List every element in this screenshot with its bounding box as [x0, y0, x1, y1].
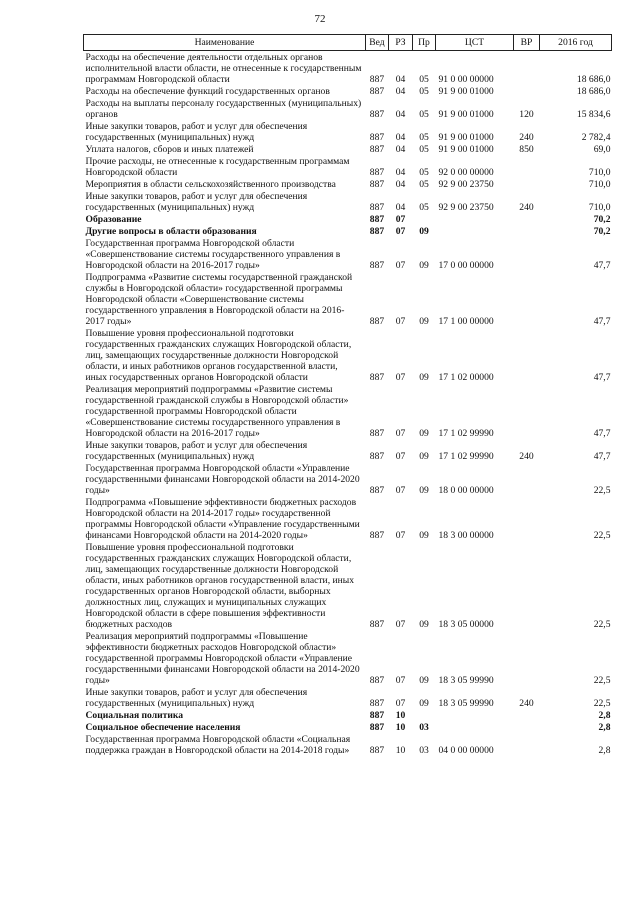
- table-row: [84, 225, 612, 237]
- row-name: Расходы на выплаты персоналу государственных (муниципальных) органов: [85, 97, 362, 120]
- row-rz: 07: [395, 484, 406, 496]
- row-pr: [413, 213, 436, 225]
- table-row: [84, 271, 612, 327]
- row-rz: 04: [395, 85, 406, 97]
- row-cst: 18 3 05 99990: [438, 674, 494, 686]
- table-row: [84, 462, 612, 496]
- row-name: Иные закупки товаров, работ и услуг для обеспечения государственных (муниципальных) нужд: [85, 686, 308, 709]
- row-pr: 05: [419, 166, 429, 178]
- row-cst: 17 1 02 99990: [438, 450, 494, 462]
- row-sum: 15 834,6: [576, 108, 611, 120]
- row-sum: 2 782,4: [581, 131, 611, 143]
- row-name: Мероприятия в области сельскохозяйственного производства: [85, 178, 336, 190]
- row-cst: [436, 213, 514, 225]
- row-cst: [436, 721, 514, 733]
- header-sum: 2016 год: [540, 35, 612, 51]
- row-vr: 240: [519, 450, 534, 462]
- row-ved: 887: [369, 73, 385, 85]
- row-rz: 04: [395, 166, 406, 178]
- row-name: Иные закупки товаров, работ и услуг для обеспечения государственных (муниципальных) нужд: [85, 120, 308, 143]
- table-row: [84, 721, 612, 733]
- row-name: Иные закупки товаров, работ и услуг для обеспечения государственных (муниципальных) нужд: [85, 439, 308, 462]
- row-vr: [514, 155, 540, 178]
- row-rz: 07: [395, 697, 406, 709]
- row-ved: 887: [369, 108, 385, 120]
- row-pr: 05: [419, 143, 429, 155]
- table-row: [84, 51, 612, 86]
- row-ved: 887: [369, 166, 385, 178]
- row-ved: 887: [369, 131, 385, 143]
- header-row: [84, 35, 612, 51]
- row-sum: 47,7: [593, 315, 611, 327]
- row-cst: [436, 225, 514, 237]
- row-rz: 07: [395, 371, 406, 383]
- row-name: Иные закупки товаров, работ и услуг для обеспечения государственных (муниципальных) нужд: [85, 190, 308, 213]
- row-ved: 887: [369, 618, 385, 630]
- table-row: [84, 630, 612, 686]
- row-ved: 887: [369, 213, 385, 225]
- row-vr: 850: [519, 143, 534, 155]
- row-pr: 09: [419, 259, 429, 271]
- row-vr: [514, 213, 540, 225]
- row-sum: 22,5: [593, 484, 611, 496]
- row-cst: 17 0 00 00000: [438, 259, 494, 271]
- row-rz: 07: [395, 450, 406, 462]
- row-vr: [514, 496, 540, 541]
- row-name: Образование: [85, 213, 142, 225]
- row-rz: 04: [395, 73, 406, 85]
- row-vr: [514, 709, 540, 721]
- row-cst: 91 0 00 00000: [438, 73, 494, 85]
- row-name: Подпрограмма «Развитие системы государственной гражданской службы в Новгородской области» государственной программы Новгородской области «Совершенствование системы государственного управления в Новгородской области на 2016-2017 годы»: [85, 271, 353, 327]
- table-row: [84, 541, 612, 630]
- page-number: 72: [314, 13, 326, 25]
- row-sum: 18 686,0: [576, 85, 611, 97]
- row-ved: 887: [369, 85, 385, 97]
- row-ved: 887: [369, 674, 385, 686]
- row-name: Социальная политика: [85, 709, 184, 721]
- row-name: Уплата налогов, сборов и иных платежей: [85, 143, 254, 155]
- row-name: Государственная программа Новгородской области «Социальная поддержка граждан в Новгородской области на 2014-2018 годы»: [85, 733, 351, 756]
- row-pr: 05: [419, 201, 429, 213]
- row-cst: 91 9 00 01000: [438, 108, 494, 120]
- row-sum: 69,0: [593, 143, 611, 155]
- row-rz: 10: [395, 721, 406, 733]
- row-sum: 22,5: [593, 674, 611, 686]
- row-name: Прочие расходы, не отнесенные к государственным программам Новгородской области: [85, 155, 350, 178]
- table-body: [84, 51, 612, 757]
- row-vr: [514, 383, 540, 439]
- row-cst: 18 3 00 00000: [438, 529, 494, 541]
- row-rz: 04: [395, 143, 406, 155]
- row-cst: 17 1 00 00000: [438, 315, 494, 327]
- row-ved: 887: [369, 143, 385, 155]
- row-sum: 70,2: [593, 225, 611, 237]
- header-cst: ЦСТ: [436, 35, 514, 51]
- table-row: [84, 143, 612, 155]
- row-ved: 887: [369, 427, 385, 439]
- table-row: [84, 178, 612, 190]
- row-pr: 03: [419, 721, 429, 733]
- row-ved: 887: [369, 721, 385, 733]
- row-name: Повышение уровня профессиональной подготовки государственных гражданских служащих Новгородской области, лиц, замещающих государственные должности Новгородской области, иных работников органов государственной власти, иных государственных органов Новгородской области, выборных должностных лиц, служащих и муниципальных служащих Новгородской области в сфере повышения эффективности бюджетных расходов: [85, 541, 355, 630]
- row-ved: 887: [369, 315, 385, 327]
- table-row: [84, 383, 612, 439]
- row-cst: 91 9 00 01000: [438, 131, 494, 143]
- row-sum: 22,5: [593, 697, 611, 709]
- row-rz: 04: [395, 178, 406, 190]
- row-rz: 07: [395, 315, 406, 327]
- row-name: Расходы на обеспечение функций государственных органов: [85, 85, 330, 97]
- row-ved: 887: [369, 529, 385, 541]
- row-cst: 92 0 00 00000: [438, 166, 494, 178]
- row-vr: [514, 237, 540, 271]
- row-rz: 07: [395, 213, 406, 225]
- table-row: [84, 213, 612, 225]
- row-vr: [514, 630, 540, 686]
- row-cst: 92 9 00 23750: [438, 178, 494, 190]
- row-cst: 91 9 00 01000: [438, 85, 494, 97]
- row-sum: 710,0: [588, 166, 611, 178]
- row-name: Реализация мероприятий подпрограммы «Повышение эффективности бюджетных расходов Новгородской области» государственной программы Новгородской области «Управление государственными финансами Новгородской области на 2014-2020 годы»: [85, 630, 360, 686]
- header-name: Наименование: [84, 35, 366, 51]
- row-vr: [514, 225, 540, 237]
- table-row: [84, 120, 612, 143]
- row-ved: 887: [369, 744, 385, 756]
- row-pr: 09: [419, 484, 429, 496]
- row-sum: 18 686,0: [576, 73, 611, 85]
- row-ved: 887: [369, 371, 385, 383]
- row-rz: 04: [395, 201, 406, 213]
- row-cst: 17 1 02 99990: [438, 427, 494, 439]
- row-cst: 17 1 02 00000: [438, 371, 494, 383]
- row-rz: 07: [395, 259, 406, 271]
- row-pr: 05: [419, 131, 429, 143]
- header-rz: РЗ: [389, 35, 413, 51]
- row-ved: 887: [369, 201, 385, 213]
- row-sum: 47,7: [593, 427, 611, 439]
- table-row: [84, 496, 612, 541]
- row-rz: 07: [395, 529, 406, 541]
- row-pr: 09: [419, 371, 429, 383]
- row-name: Реализация мероприятий подпрограммы «Развитие системы государственной гражданской службы в Новгородской области» государственной программы Новгородской области «Совершенствование системы государственного управления в Новгородской области на 2016-2017 годы»: [85, 383, 349, 439]
- row-pr: 09: [419, 697, 429, 709]
- row-sum: 47,7: [593, 259, 611, 271]
- row-cst: [436, 709, 514, 721]
- row-rz: 07: [395, 225, 406, 237]
- row-cst: 18 3 05 00000: [438, 618, 494, 630]
- row-rz: 07: [395, 674, 406, 686]
- row-sum: 2,8: [598, 721, 611, 733]
- table-row: [84, 733, 612, 756]
- table-row: [84, 237, 612, 271]
- row-sum: 710,0: [588, 178, 611, 190]
- row-vr: 120: [519, 108, 534, 120]
- row-ved: 887: [369, 178, 385, 190]
- row-vr: [514, 271, 540, 327]
- row-vr: 240: [519, 201, 534, 213]
- row-pr: 09: [419, 450, 429, 462]
- row-sum: 47,7: [593, 371, 611, 383]
- budget-table: [83, 34, 612, 756]
- row-pr: 09: [419, 529, 429, 541]
- header-ved: Вед: [366, 35, 389, 51]
- row-cst: 91 9 00 01000: [438, 143, 494, 155]
- header-vr: ВР: [514, 35, 540, 51]
- row-ved: 887: [369, 225, 385, 237]
- row-pr: 09: [419, 225, 429, 237]
- row-vr: [514, 327, 540, 383]
- table-row: [84, 97, 612, 120]
- row-sum: 2,8: [598, 709, 611, 721]
- row-cst: 18 3 05 99990: [438, 697, 494, 709]
- row-rz: 07: [395, 427, 406, 439]
- table-row: [84, 709, 612, 721]
- row-rz: 10: [395, 709, 406, 721]
- table-row: [84, 85, 612, 97]
- row-pr: 05: [419, 178, 429, 190]
- row-name: Государственная программа Новгородской области «Управление государственными финансами Новгородской области на 2014-2020 годы»: [85, 462, 360, 496]
- row-vr: [514, 541, 540, 630]
- row-pr: 09: [419, 618, 429, 630]
- row-rz: 07: [395, 618, 406, 630]
- row-ved: 887: [369, 450, 385, 462]
- row-vr: [514, 462, 540, 496]
- row-pr: 05: [419, 73, 429, 85]
- row-pr: 09: [419, 427, 429, 439]
- row-sum: 70,2: [593, 213, 611, 225]
- row-name: Подпрограмма «Повышение эффективности бюджетных расходов Новгородской области на 2014-2017 годы» государственной программы Новгородской области «Управление государственными финансами Новгородской области на 2014-2020 годы»: [85, 496, 360, 541]
- row-ved: 887: [369, 484, 385, 496]
- table-header: [84, 35, 612, 51]
- row-vr: 240: [519, 131, 534, 143]
- row-ved: 887: [369, 709, 385, 721]
- row-vr: [514, 733, 540, 756]
- table-row: [84, 327, 612, 383]
- row-ved: 887: [369, 697, 385, 709]
- row-rz: 04: [395, 108, 406, 120]
- row-cst: 92 9 00 23750: [438, 201, 494, 213]
- row-name: Социальное обеспечение населения: [85, 721, 241, 733]
- row-name: Государственная программа Новгородской области «Совершенствование системы государственного управления в Новгородской области на 2016-2017 годы»: [85, 237, 341, 271]
- row-sum: 22,5: [593, 529, 611, 541]
- header-pr: Пр: [413, 35, 436, 51]
- row-vr: [514, 178, 540, 190]
- row-name: Другие вопросы в области образования: [85, 225, 257, 237]
- row-vr: [514, 51, 540, 86]
- row-pr: 05: [419, 85, 429, 97]
- row-ved: 887: [369, 259, 385, 271]
- table-row: [84, 439, 612, 462]
- row-vr: [514, 85, 540, 97]
- table-row: [84, 155, 612, 178]
- table-row: [84, 686, 612, 709]
- row-vr: 240: [519, 697, 534, 709]
- row-pr: 09: [419, 315, 429, 327]
- row-pr: 09: [419, 674, 429, 686]
- row-cst: 18 0 00 00000: [438, 484, 494, 496]
- row-sum: 2,8: [598, 744, 611, 756]
- row-sum: 47,7: [593, 450, 611, 462]
- row-vr: [514, 721, 540, 733]
- row-cst: 04 0 00 00000: [438, 744, 494, 756]
- row-sum: 22,5: [593, 618, 611, 630]
- row-rz: 04: [395, 131, 406, 143]
- row-rz: 10: [395, 744, 406, 756]
- row-pr: 05: [419, 108, 429, 120]
- row-name: Расходы на обеспечение деятельности отдельных органов исполнительной власти области, не отнесенные к государственным программам Новгородской области: [85, 51, 362, 85]
- row-pr: 03: [419, 744, 429, 756]
- row-sum: 710,0: [588, 201, 611, 213]
- table-row: [84, 190, 612, 213]
- row-name: Повышение уровня профессиональной подготовки государственных гражданских служащих Новгородской области, лиц, замещающих государственные должности Новгородской области, и иных работников органов государственной власти, иных государственных органов Новгородской области: [85, 327, 352, 383]
- row-pr: [413, 709, 436, 721]
